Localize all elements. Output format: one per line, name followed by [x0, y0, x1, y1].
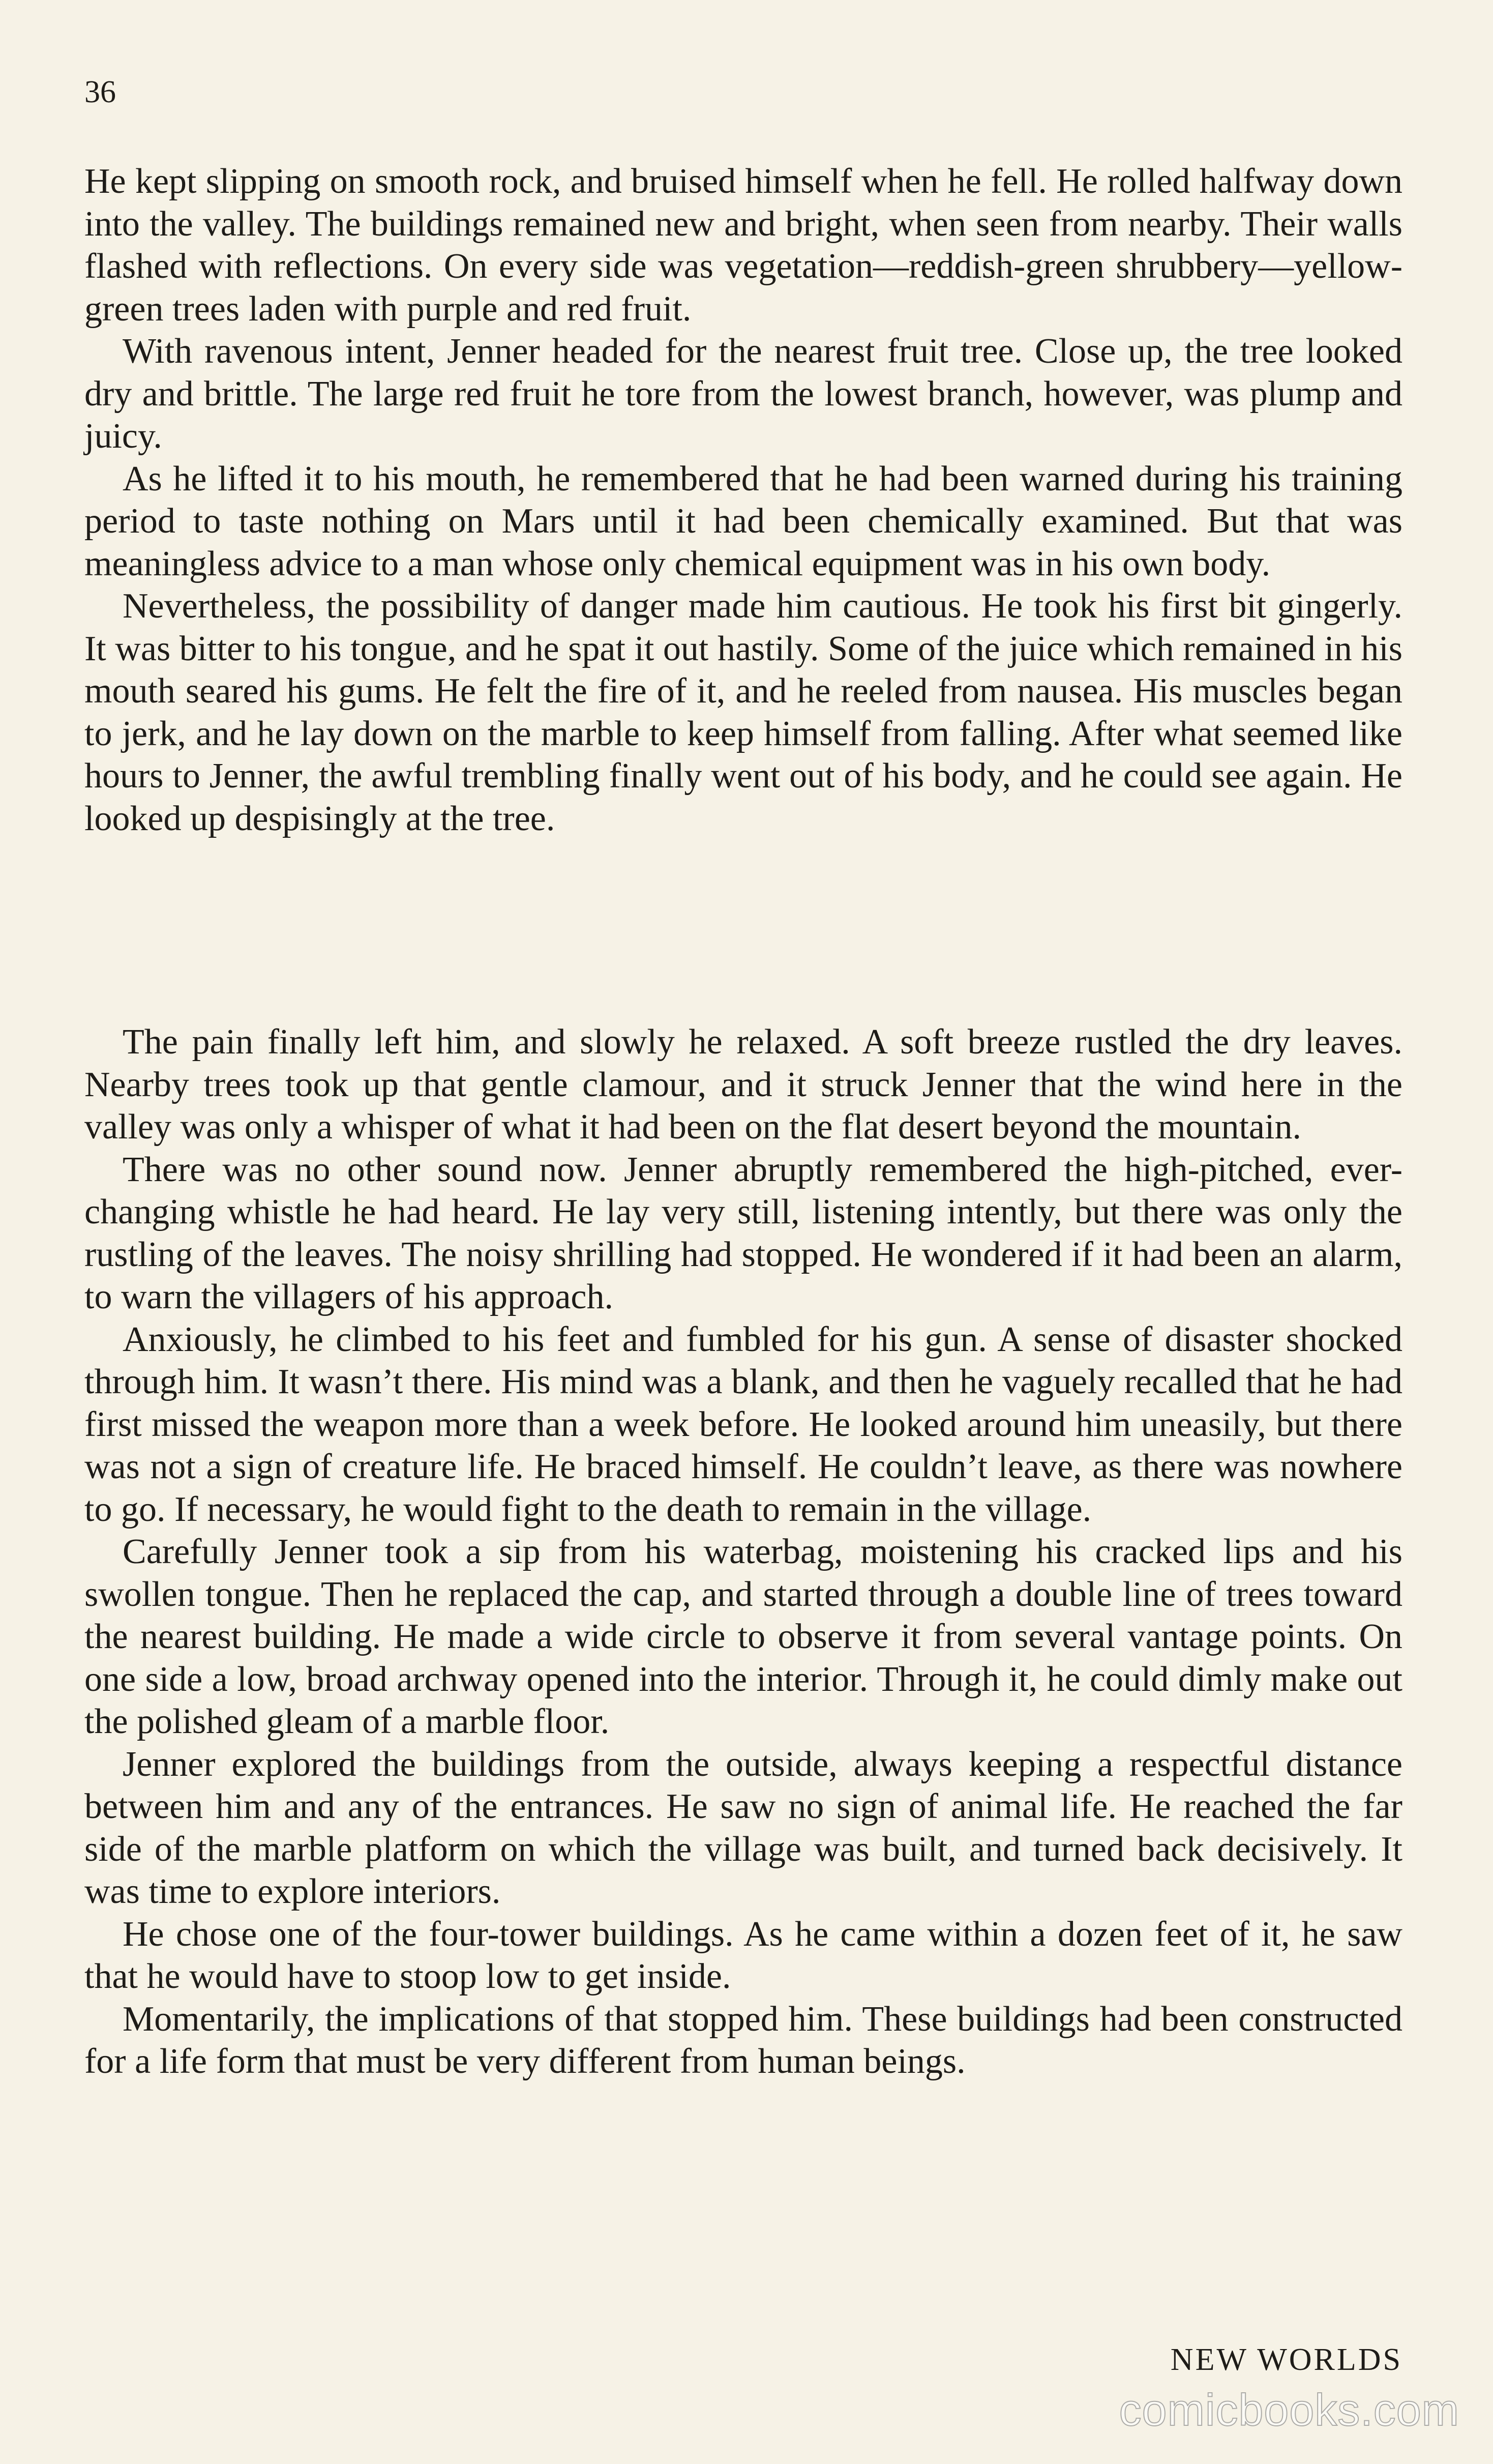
- paragraph: The pain finally left him, and slowly he relaxed. A soft breeze rustled the dry leaves. Nearby trees took up that gentle clamour, and it struck Jenner that the wind here in the valley was only a whisper of what it had been on the flat desert beyond the mountain.: [84, 1022, 1402, 1147]
- paragraph: With ravenous intent, Jenner headed for the nearest fruit tree. Close up, the tree looked dry and brittle. The large red fruit he tore from the lowest branch, however, was plump and juicy.: [84, 332, 1402, 456]
- watermark: comicbooks.com: [1119, 2385, 1459, 2435]
- paragraph: Momentarily, the implications of that stopped him. These buildings had been constructed for a life form that must be very different from human beings.: [84, 1999, 1402, 2081]
- paragraph: As he lifted it to his mouth, he remembered that he had been warned during his training period to taste nothing on Mars until it had been chemically examined. But that was meaningless advice to a man whose only chemical equipment was in his own body.: [84, 459, 1402, 583]
- story-section-2: [84, 1021, 1402, 2083]
- story-section-1: [84, 160, 1402, 840]
- paragraph: Nevertheless, the possibility of danger made him cautious. He took his first bit gingerly. It was bitter to his tongue, and he spat it out hastily. Some of the juice which remained in his mouth seared his gums. He felt the fire of it, and he reeled from nausea. His muscles began to jerk, and he lay down on the marble to keep himself from falling. After what seemed like hours to Jenner, the awful trembling finally went out of his body, and he could see again. He looked up despisingly at the tree.: [84, 586, 1402, 838]
- paragraph: He chose one of the four-tower buildings. As he came within a dozen feet of it, he saw that he would have to stoop low to get inside.: [84, 1914, 1402, 1996]
- paragraph: Carefully Jenner took a sip from his waterbag, moistening his cracked lips and his swollen tongue. Then he replaced the cap, and started through a double line of trees toward the nearest building. He made a wide circle to observe it from several vantage points. On one side a low, broad archway opened into the interior. Through it, he could dimly make out the polished gleam of a marble floor.: [84, 1532, 1402, 1741]
- paragraph: There was no other sound now. Jenner abruptly remembered the high-pitched, ever-changing whistle he had heard. He lay very still, listening intently, but there was only the rustling of the leaves. The noisy shrilling had stopped. He wondered if it had been an alarm, to warn the villagers of his approach.: [84, 1150, 1402, 1316]
- paragraph: He kept slipping on smooth rock, and bruised himself when he fell. He rolled halfway down into the valley. The buildings remained new and bright, when seen from nearby. Their walls flashed with reflections. On every side was vegetation—reddish-green shrubbery—yellow-green trees laden with purple and red fruit.: [84, 162, 1402, 329]
- paragraph: Jenner explored the buildings from the outside, always keeping a respectful distance between him and any of the entrances. He saw no sign of animal life. He reached the far side of the marble platform on which the village was built, and turned back decisively. It was time to explore interiors.: [84, 1744, 1402, 1911]
- page-number: 36: [84, 75, 116, 109]
- paragraph: Anxiously, he climbed to his feet and fumbled for his gun. A sense of disaster shocked through him. It wasn’t there. His mind was a blank, and then he vaguely recalled that he had first missed the weapon more than a week before. He looked around him uneasily, but there was not a sign of creature life. He braced himself. He couldn’t leave, as there was nowhere to go. If necessary, he would fight to the death to remain in the village.: [84, 1319, 1402, 1529]
- magazine-footer: NEW WORLDS: [1170, 2342, 1402, 2377]
